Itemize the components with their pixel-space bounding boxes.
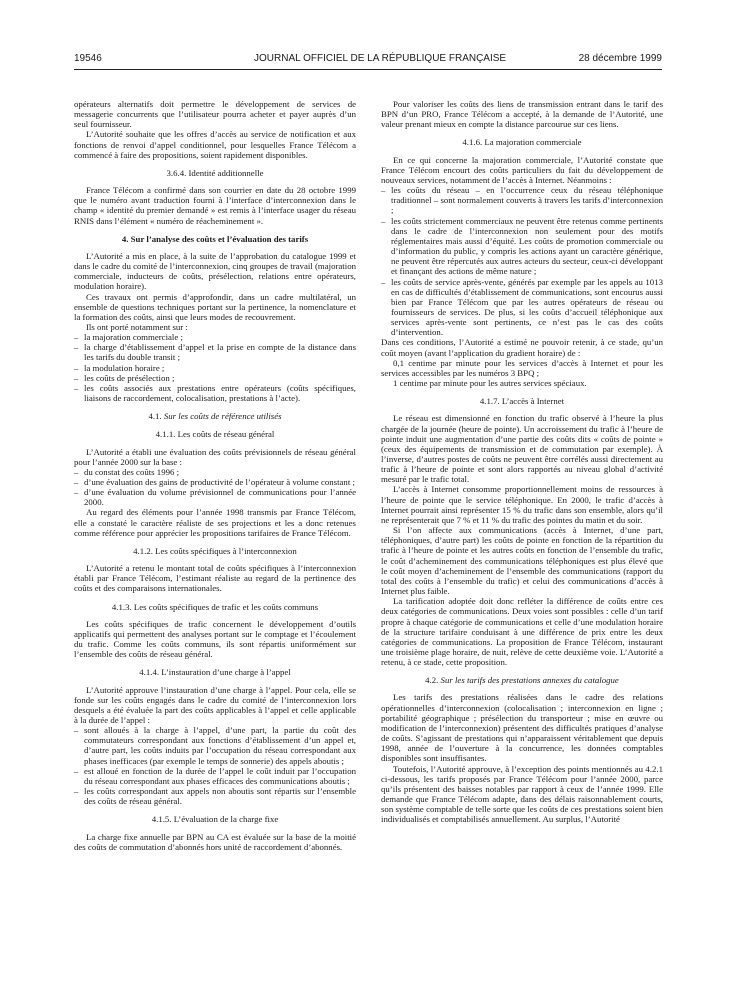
right-column bbox=[381, 99, 663, 824]
list-item: – les coûts de présélection ; bbox=[74, 373, 356, 383]
paragraph: L’accès à Internet consomme proportionnellement moins de ressources à l’heure de pointe que le service téléphonique. En 2000, le trafic d’accès à Internet pourrait ainsi représenter 15 % du trafic dans son ensemble, alors qu’il ne représenterait que 7 % et 11 % du trafic des pointes du matin et du soir. bbox=[381, 484, 663, 525]
publication-date: 28 décembre 1999 bbox=[578, 53, 662, 64]
paragraph: Les coûts spécifiques de trafic concernent le développement d’outils applicatifs qui permettent des analyses portant sur le comptage et l’écoulement du trafic. Comme les coûts communs, ils sont répartis uniformément sur l’ensemble des coûts de réseau général. bbox=[74, 618, 356, 660]
paragraph: L’Autorité a établi une évaluation des coûts prévisionnels de réseau général pour l’année 2000 sur la base : bbox=[74, 446, 356, 467]
section-heading bbox=[74, 411, 356, 421]
bullet-list bbox=[74, 725, 356, 806]
paragraph: France Télécom a confirmé dans son courrier en date du 28 octobre 1999 que le numéro avant traduction fourni à l’interface d’interconnexion dans le champ « identité du premier demandé » est remis à l’interface usager du réseau RNIS dans l’élément « numéro de réacheminement ». bbox=[74, 185, 356, 226]
section-heading: 4.1.2. Les coûts spécifiques à l’interconnexion bbox=[133, 545, 297, 556]
paragraph: Au regard des éléments pour l’année 1998 transmis par France Télécom, elle a constaté le caractère réaliste de ses projections et les a donc retenues comme référence pour apprécier les propositions tarifaires de France Télécom. bbox=[74, 507, 356, 538]
bullet-list bbox=[74, 332, 356, 403]
paragraph: opérateurs alternatifs doit permettre le développement de services de messagerie concurrents que l’utilisateur pourra acheter et payer auprès d’un seul fournisseur. bbox=[74, 99, 356, 130]
section-heading: 4.1.6. La majoration commerciale bbox=[462, 137, 582, 148]
paragraph: 1 centime par minute pour les autres services spéciaux. bbox=[393, 378, 587, 389]
section-heading: 3.6.4. Identité additionnelle bbox=[166, 167, 264, 178]
paragraph: L’Autorité a retenu le montant total de coûts spécifiques à l’interconnexion établi par France Télécom, l’estimant réaliste au regard de la pertinence des coûts et des comparaisons internationales. bbox=[74, 563, 356, 594]
list-item: – est alloué en fonction de la durée de l’appel le coût induit par l’occupation du réseau correspondant aux phases efficaces des communications aboutis ; bbox=[74, 766, 356, 786]
paragraph: L’Autorité a mis en place, à la suite de l’approbation du catalogue 1999 et dans le cadre du comité de l’interconnexion, cinq groupes de travail (majoration commerciale, inducteurs de coûts, présélection, relations entre opérateurs, modulation horaire). bbox=[74, 250, 356, 292]
section-heading bbox=[74, 234, 356, 244]
list-item: – les coûts du réseau – en l’occurrence ceux du réseau téléphonique traditionnel – sont normalement couverts à travers les tarifs d’interconnexion ; bbox=[381, 185, 663, 215]
section-number: 4. bbox=[121, 233, 129, 244]
paragraph: 0,1 centime par minute pour les services d’accès à Internet et pour les services accessibles par les numéros 3 BPQ ; bbox=[381, 357, 663, 378]
paragraph: Toutefois, l’Autorité approuve, à l’exception des points mentionnés au 4.2.1 ci-dessous, les tarifs proposés par France Télécom pour l’année 2000, parce qu’ils présentent des baisses notables par rapport à ceux de l’année 1999. Elle demande que France Télécom adapte, dans des délais raisonnablement courts, son système comptable de telle sorte que les coûts de ces prestations soient bien individualisés et comptabilisés annuellement. Au surplus, l’Autorité bbox=[381, 763, 663, 825]
section-title: Sur les coûts de référence utilisés bbox=[163, 411, 282, 422]
list-item: – du constat des coûts 1996 ; bbox=[74, 467, 356, 477]
journal-title: JOURNAL OFFICIEL DE LA RÉPUBLIQUE FRANÇAISE bbox=[254, 53, 507, 64]
bullet-list bbox=[381, 185, 663, 337]
paragraph: Le réseau est dimensionné en fonction du trafic observé à l’heure la plus chargée de la journée (heure de pointe). Un accroissement du trafic à l’heure de pointe induit une augmentation d’une partie des coûts dits « coûts de pointe » (ceux des équipements de transmission et de commutation par exemple). À l’inverse, d’autres postes de coûts ne peuvent être corrélés aussi directement au trafic à l’heure de pointe et sont alors rapportés au niveau global d’activité mesuré par le trafic total. bbox=[381, 413, 663, 485]
section-heading: 4.1.7. L’accès à Internet bbox=[479, 396, 565, 407]
paragraph: Ces travaux ont permis d’approfondir, dans un cadre multilatéral, un ensemble de questions techniques portant sur la pertinence, la nomenclature et la formation des coûts, ainsi que leurs modes de recouvrement. bbox=[74, 291, 356, 322]
list-item: – la charge d’établissement d’appel et la prise en compte de la distance dans les tarifs du double transit ; bbox=[74, 342, 356, 362]
list-item: – sont alloués à la charge à l’appel, d’une part, la partie du coût des commutateurs correspondant aux fonctions d’établissement d’un appel et, d’autre part, les coûts induits par l’occupation du réseau correspondant aux phases inefficaces (par exemple le temps de sonnerie) des appels aboutis ; bbox=[74, 725, 356, 766]
section-heading: 4.1.1. Les coûts de réseau général bbox=[155, 429, 275, 440]
paragraph: L’Autorité souhaite que les offres d’accès au service de notification et aux fonctions de renvoi d’appel conditionnel, pour lesquelles France Télécom a commencé à faire des propositions, soient rapidement disponibles. bbox=[74, 129, 356, 160]
paragraph: La charge fixe annuelle par BPN au CA est évaluée sur la base de la moitié des coûts de commutation d’abonnés hors unité de raccordement d’abonnés. bbox=[74, 831, 356, 852]
paragraph: La tarification adoptée doit donc refléter la différence de coûts entre ces deux catégories de communications. Deux voies sont possibles : celle d’un tarif propre à chaque catégorie de communications et celle d’une modulation horaire de la structure tarifaire conduisant à une différence de prix entre les deux catégories de communications. La proposition de France Télécom, instaurant une troisième plage horaire, de nuit, relève de cette deuxième voie. L’Autorité a retenu, à ce stade, cette proposition. bbox=[381, 596, 663, 668]
paragraph: Dans ces conditions, l’Autorité a estimé ne pouvoir retenir, à ce stade, qu’un coût moyen (avant l’application du gradient horaire) de : bbox=[381, 337, 663, 358]
paragraph: L’Autorité approuve l’instauration d’une charge à l’appel. Pour cela, elle se fonde sur les coûts engagés dans le cadre du comité de l’interconnexion lors desquels a été évaluée la part des coûts applicables à l’appel et celle applicable à la durée de l’appel : bbox=[74, 684, 356, 725]
section-number: 4.2. bbox=[425, 675, 439, 686]
paragraph: En ce qui concerne la majoration commerciale, l’Autorité constate que France Télécom encourt des coûts particuliers du fait du développement de nouveaux services, notamment de l’accès à Internet. Néanmoins : bbox=[381, 154, 663, 185]
section-heading: 4.1.3. Les coûts spécifiques de trafic et les coûts communs bbox=[111, 601, 319, 612]
page-number: 19546 bbox=[74, 53, 102, 64]
section-title: Sur les tarifs des prestations annexes du catalogue bbox=[440, 675, 619, 686]
list-item: – la majoration commerciale ; bbox=[74, 332, 356, 342]
list-item: – la modulation horaire ; bbox=[74, 363, 356, 373]
section-number: 4.1. bbox=[148, 411, 162, 422]
page-header bbox=[74, 53, 662, 67]
section-title: Sur l’analyse des coûts et l’évaluation des tarifs bbox=[130, 233, 309, 244]
header-rule bbox=[74, 69, 662, 70]
paragraph: Ils ont porté notamment sur : bbox=[86, 321, 188, 332]
paragraph: Les tarifs des prestations réalisées dans le cadre des relations opérationnelles d’interconnexion (colocalisation ; interconnexion en ligne ; portabilité géographique ; présélection du transporteur ; mise en œuvre ou modification de l’interconnexion) présentent des difficultés pratiques d’analyse de coûts. S’agissant de prestations qui n’apparaissent véritablement que depuis 1998, année de l’ouverture à la concurrence, les données comptables disponibles sont insuffisantes. bbox=[381, 692, 663, 764]
section-heading bbox=[381, 675, 663, 685]
list-item: – les coûts associés aux prestations entre opérateurs (coûts spécifiques, liaisons de raccordement, colocalisation, prestations à l’acte). bbox=[74, 383, 356, 403]
left-column bbox=[74, 99, 356, 852]
list-item: – les coûts strictement commerciaux ne peuvent être retenus comme pertinents dans le cadre de l’interconnexion non seulement pour des motifs réglementaires mais aussi d’équité. Les coûts de promotion commerciale ou d’information du public, y compris les actions ayant un caractère générique, ne peuvent être répercutés aux autres acteurs du secteur, ceux-ci développant et finançant des actions de même nature ; bbox=[381, 216, 663, 277]
paragraph: Si l’on affecte aux communications (accès à Internet, d’une part, téléphoniques, d’autre part) les coûts de pointe en fonction de la répartition du trafic à l’heure de pointe et les autres coûts en fonction de l’ensemble du trafic, le coût d’acheminement des communications téléphoniques est plus élevé que le coût moyen d’acheminement de l’ensemble des communications (rapport du total des coûts à l’ensemble du trafic) et celui des communications d’accès à Internet plus faible. bbox=[381, 525, 663, 597]
section-heading: 4.1.5. L’évaluation de la charge fixe bbox=[151, 814, 279, 825]
bullet-list bbox=[74, 467, 356, 508]
section-heading: 4.1.4. L’instauration d’une charge à l’appel bbox=[139, 667, 291, 678]
list-item: – les coûts correspondant aux appels non aboutis sont répartis sur l’ensemble des coûts de réseau général. bbox=[74, 786, 356, 806]
list-item: – d’une évaluation des gains de productivité de l’opérateur à volume constant ; bbox=[74, 477, 356, 487]
list-item: – les coûts de service après-vente, générés par exemple par les appels au 1013 en cas de difficultés d’établissement de communications, sont encourus aussi bien par France Télécom que par les autres opérateurs de réseau ou fournisseurs de services. De plus, si les coûts d’accueil téléphonique aux services après-vente sont pertinents, ce n’est pas le cas des coûts d’intervention. bbox=[381, 277, 663, 338]
paragraph: Pour valoriser les coûts des liens de transmission entrant dans le tarif des BPN d’un PRO, France Télécom a accepté, à la demande de l’Autorité, une valeur prenant mieux en compte la distance parcourue sur ces liens. bbox=[381, 99, 663, 130]
list-item: – d’une évaluation du volume prévisionnel de communications pour l’année 2000. bbox=[74, 487, 356, 507]
